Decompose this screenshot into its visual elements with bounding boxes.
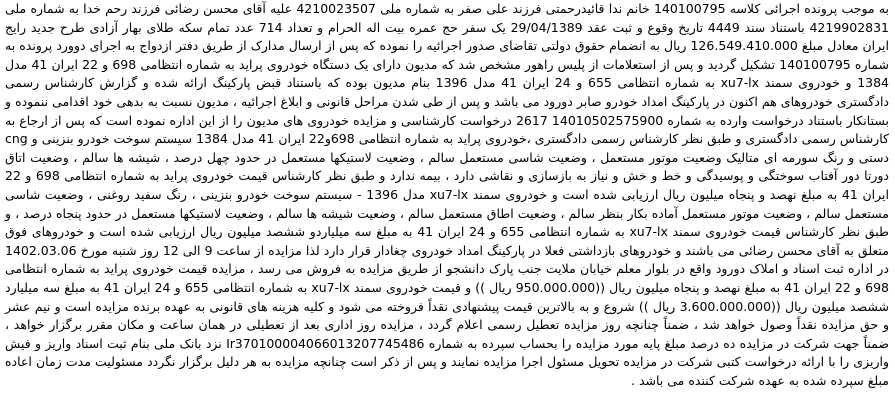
auction-notice-body-text: به موجب پرونده اجرائی کلاسه 140100795 خانم ندا قائیدرحمتی فرزند علی صفر به شماره ملی 4210023507 علیه آقای محسن رضائی فرزند رحم خدا به شماره ملی 4219902831 باستناد سند 4449 تاریخ وقوع و ثبت عقد 29/04/1389 یک سفر حج عمره بیت اله الحرام و تعداد 714 عدد تمام سکه طلای بهار آزادی طرح جدید رایج ایران معادل مبلغ 126.549.410.000 ریال به انضمام حقوق دولتی تقاضای صدور اجرائیه را نموده که پس از ارسال مدارک از طریق دفتر ازدواج به اجرای دوورد پرونده به شماره 140100795 تشکیل گردید و پس از استعلامات از پلیس راهور مشخص شد که مدیون دارای یک دستگاه خودروی پراید به شماره انتظامی 698 و 22 ایران 41 مدل 1384 و خودروی سمند xu7-lx به شماره انتظامی 655 و 24 ایران 41 مدل 1396 بنام مدیون بوده که باستناد قبض پارکینگ ارائه شده و گزارش کارشناس رسمی دادگستری خودروهای هم اکنون در پارکینگ امداد خودرو صابر دورود می باشد و پس از طی شدن مراحل قانونی و ابلاغ اجرائیه ، مدیون نسبت به بدهی خود اقدامی ننموده و بستانکار باستناد درخواست وارده به شماره 14010502575900 2617 درخواست کارشناسی و مزایده خودروی های مدیون را از این اداره نموده است که پس از ارجاع به کارشناس رسمی دادگستری و طبق نظر کارشناس رسمی دادگستری ،خودروی پراید به شماره انتظامی 698و22 ایران 41 مدل 1384 سیستم سوخت خودرو بنزینی و cng دستی و رنگ سورمه ای متالیک وضعیت موتور مستعمل ، وضعیت شاسی مستعمل سالم ، وضعیت لاستیکها مستعمل در حدود چهل درصد ، شیشه ها سالم ، وضعیت اتاق دورتا دور آفتاب سوختگی و پوسیدگی و خط و خش و نیاز به بازسازی و نقاشی دارد ، بیمه ندارد و طبق نظر کارشناس قیمت خودروی پراید به شماره انتظامی 698 و 22 ایران 41 به مبلغ نهصد و پنجاه میلیون ریال ارزیابی شده است و خودروی سمند xu7-lx مدل 1396 - سیستم سوخت خودرو بنزینی ، رنگ سفید روغنی ، وضعیت شاسی مستعمل سالم ، وضعیت موتور مستعمل آماده بکار بنظر سالم ، وضعیت اطاق مستعمل سالم ، وضعیت شیشه ها سالم ، وضعیت لاستیکها مستعمل در حدود پنجاه درصد ، و طبق نظر کارشناس قیمت خودروی سمند xu7-lx به شماره انتظامی 655 و 24 ایران 41 به مبلغ سه میلیاردو ششصد میلیون ریال ارزیابی شده است و خودروهای فوق متعلق به آقای محسن رضائی می باشند و خودروهای بازداشتی فعلا در پارکینگ امداد خودروی چغادار قرار دارد لذا مزایده از ساعت 9 الی 12 روز شنبه مورخ 1402.03.06 در اداره ثبت اسناد و املاک دورود واقع در بلوار معلم خیابان ملایت جنب پارک دانشجو از طریق مزایده به فروش می رسد ، مزایده قیمت خودروی پراید به شماره انتظامی 698 و 22 ایران 41 به مبلغ نهصد و پنجاه میلیون ریال ((950.000.000 ریال )) و قیمت خودروی سمند xu7-lx به شماره انتظامی 655 و 24 ایران 41 به مبلغ سه میلیارد ششصد میلیون ریال ((3.600.000.000 ریال )) شروع و به بالاترین قیمت پیشنهادی نقداً فروخته می شود و کلیه هزینه های قانونی به عهده برنده مزایده است و نیم عشر و حق مزایده نقداً وصول خواهد شد ، ضمناً چنانچه روز مزایده تعطیل رسمی اعلام گردد ، مزایده روز اداری بعد از تعطیلی در همان ساعت و مکان مقرر برگزار خواهد ، ضمناً جهت شرکت در مزایده ده درصد مبلغ پایه مورد مزایده را بحساب سپرده به شماره Ir370100004066013207745486 نزد بانک ملی بنام ثبت اسناد واریز و فیش واریزی را با ارائه درخواست کتبی شرکت در مزایده تحویل مسئول اجرا مزایده نمایند و پس از ذکر است چنانچه مزایده به هر دلیل برگزار نگردد مسئولیت مدت زمان اعاده مبلغ سپرده شده به عهده شرکت کننده می باشد . [5,1,890,388]
